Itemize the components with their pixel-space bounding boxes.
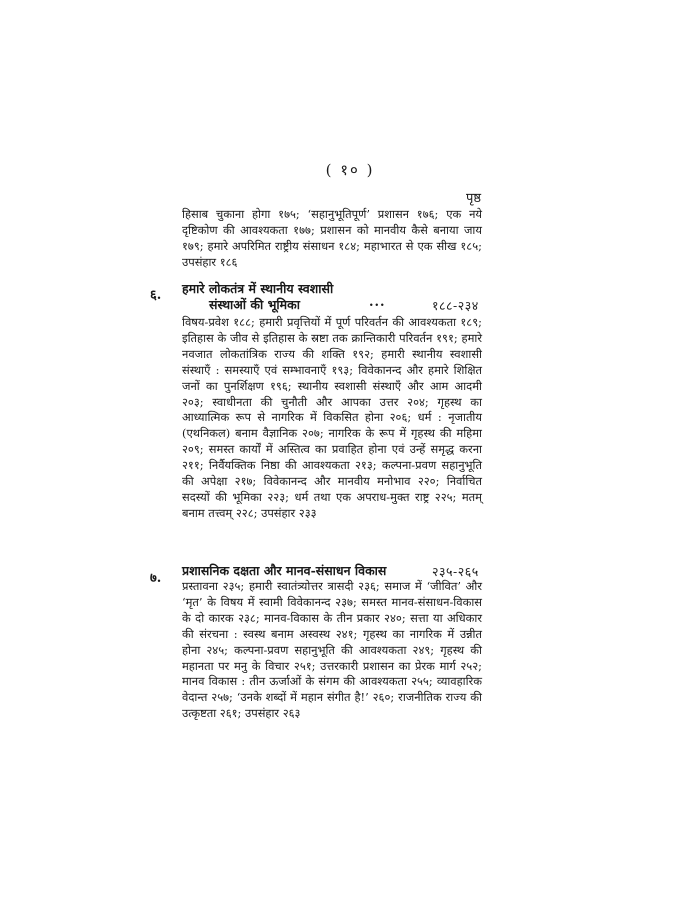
- chapter-6-leader-dots: ...: [369, 295, 386, 310]
- chapter-7-page-range: २३५-२६५: [432, 564, 479, 579]
- chapter-7-number: ७.: [150, 571, 162, 586]
- chapter-7-title: प्रशासनिक दक्षता और मानव-संसाधन विकास: [182, 563, 387, 578]
- chapter-5-continuation-text: हिसाब चुकाना होगा १७५; ‘सहानुभूतिपूर्ण’ प्रशासन १७६; एक नये दृष्टिकोण की आवश्यकता १७७; प्रशासन को मानवीय कैसे बनाया जाय १७९; हमारे अपरिमित राष्ट्रीय संसाधन १८४; महाभारत से एक सीख १८५; उपसंहार १८६: [182, 207, 482, 269]
- page-column-header: पृष्ठ: [466, 191, 482, 206]
- chapter-6-title-line-1: हमारे लोकतंत्र में स्थानीय स्वशासी: [182, 281, 334, 296]
- chapter-7-topics: प्रस्तावना २३५; हमारी स्वातंत्र्योत्तर त्रासदी २३६; समाज में ‘जीवित’ और ‘मृत’ के विषय में स्वामी विवेकानन्द २३७; समस्त मानव-संसाधन-विकास के दो कारक २३८; मानव-विकास के तीन प्रकार २४०; सत्ता या अधिकार की संरचना : स्वस्थ बनाम अस्वस्थ २४१; गृहस्थ का नागरिक में उन्नीत होना २४५; कल्पना-प्रवण सहानुभूति की आवश्यकता २४९; गृहस्थ की महानता पर मनु के विचार २५१; उत्तरकारी प्रशासन का प्रेरक मार्ग २५२; मानव विकास : तीन ऊर्जाओं के संगम की आवश्यकता २५५; व्यावहारिक वेदान्त २५७; ‘उनके शब्दों में महान संगीत है!’ २६०; राजनीतिक राज्य की उत्कृष्टता २६१; उपसंहार २६३: [182, 579, 482, 721]
- chapter-6-title-line-2: संस्थाओं की भूमिका: [209, 297, 300, 312]
- chapter-6-page-range: १८८-२३४: [432, 298, 479, 313]
- page-number: ( १० ): [325, 161, 375, 179]
- chapter-6-number: ६.: [150, 288, 162, 303]
- chapter-6-topics: विषय-प्रवेश १८८; हमारी प्रवृत्तियों में पूर्ण परिवर्तन की आवश्यकता १८९; इतिहास के जीव से इतिहास के स्रष्टा तक क्रान्तिकारी परिवर्तन १९१; हमारे नवजात लोकतांत्रिक राज्य की शक्ति १९२; हमारी स्थानीय स्वशासी संस्थाएँ : समस्याएँ एवं सम्भावनाएँ १९३; विवेकानन्द और हमारे शिक्षित जनों का पुनर्शिक्षण १९६; स्थानीय स्वशासी संस्थाएँ और आम आदमी २०३; स्वाधीनता की चुनौती और आपका उत्तर २०४; गृहस्थ का आध्यात्मिक रूप से नागरिक में विकसित होना २०६; धर्म : नृजातीय (एथनिकल) बनाम वैज्ञानिक २०७; नागरिक के रूप में गृहस्थ की महिमा २०९; समस्त कार्यों में अस्तित्व का प्रवाहित होना एवं उन्हें समृद्ध करना २११; निर्वैयक्तिक निष्ठा की आवश्यकता २१३; कल्पना-प्रवण सहानुभूति की अपेक्षा २१७; विवेकानन्द और मानवीय मनोभाव २२०; निर्वाचित सदस्यों की भूमिका २२३; धर्म तथा एक अपराध-मुक्त राष्ट्र २२५; मतम् बनाम तत्त्वम् २२८; उपसंहार २३३: [182, 315, 482, 520]
